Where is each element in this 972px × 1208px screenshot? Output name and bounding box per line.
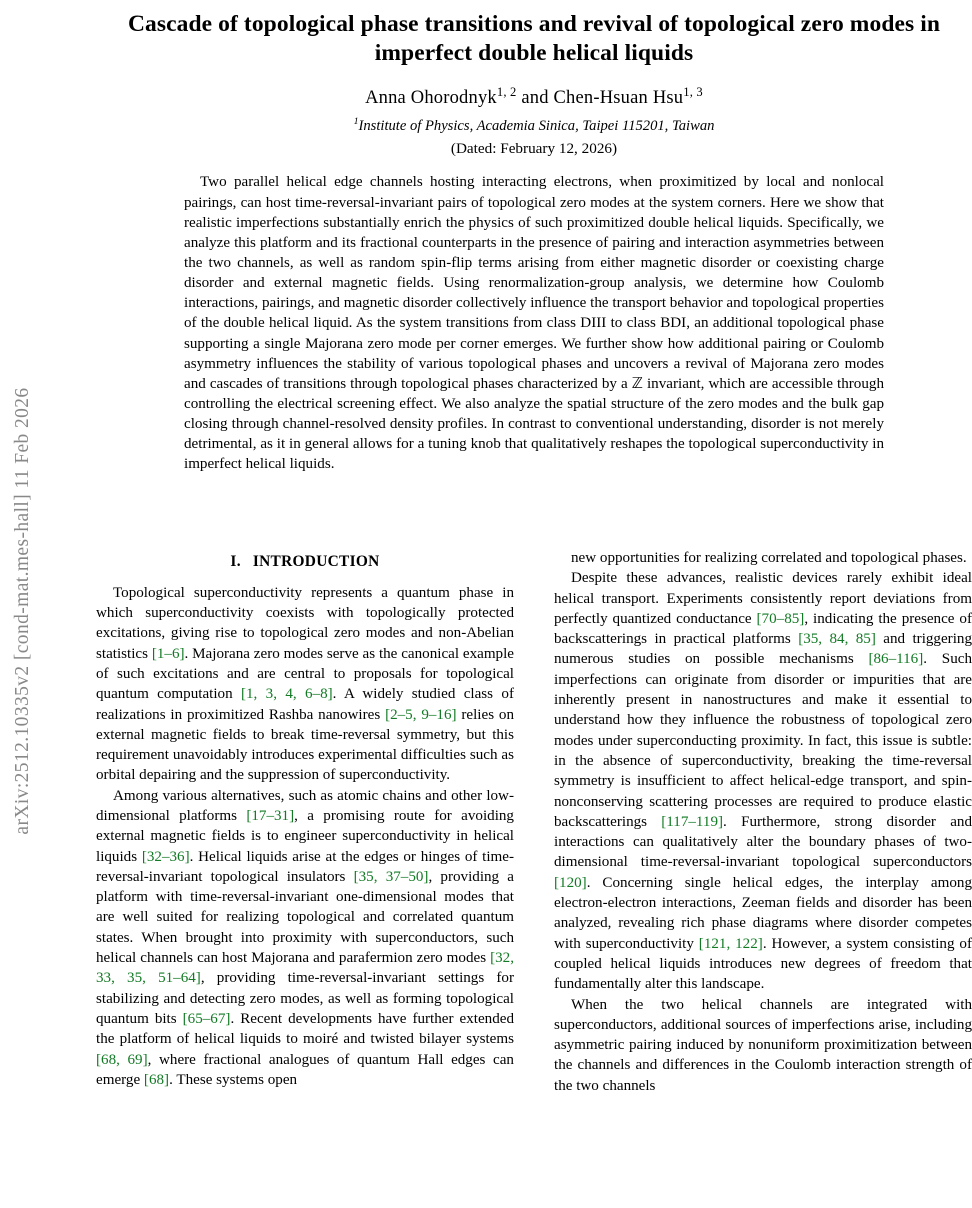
affiliation-block: $^1$Institute of Physics, Academia Sinica, Taipei 115201, Taiwan xyxy=(353,115,715,134)
section-heading-introduction xyxy=(96,552,514,573)
column-right xyxy=(554,548,972,1096)
paper-content xyxy=(96,0,972,475)
section-number: I. xyxy=(230,553,241,570)
author-list xyxy=(96,85,972,109)
paragraph: Despite these advances, realistic devices rarely exhibit ideal helical transport. Experiments consistently report deviations from perfectly quantized conductance [70–85], indicating the presence of backscatterings in practical platforms [35, 84, 85] and triggering numerous studies on possible mechanisms [86–116]. Such imperfections can originate from disorder or impurities that are inherently present in nanostructures and make it essential to understand how they influence the robustness of topological zero modes under superconducting proximity. In fact, this issue is subtle: in the absence of superconductivity, breaking the time-reversal symmetry is insufficient to affect helical-edge transport, and spin-nonconserving scattering processes are required to produce elastic backscatterings [117–119]. Furthermore, strong disorder and interactions can qualitatively alter the boundary phases of two-dimensional time-reversal-invariant topological superconductors [120]. Concerning single helical edges, the interplay among electron-electron interactions, Zeeman fields and disorder has been analyzed, revealing rich phase diagrams where disorder competes with superconductivity [121, 122]. However, a system consisting of coupled helical liquids introduces new degrees of freedom that fundamentally alter this landscape. xyxy=(554,570,972,993)
page-title: Cascade of topological phase transitions and revival of topological zero modes in imperfect double helical liquids xyxy=(127,11,941,67)
abstract-body: Two parallel helical edge channels hosting interacting electrons, when proximitized by local and nonlocal pairings, can host time-reversal-invariant pairs of topological zero modes at the system corners. Here we show that realistic imperfections substantially enrich the physics of such proximitized double helical liquids. Specifically, we analyze this platform and its fractional counterparts in the presence of pairing and interaction asymmetries between the two channels, as well as random spin-flip terms arising from either magnetic disorder or coexisting charge disorder and external magnetic fields. Using renormalization-group analysis, we determine how Coulomb interactions, pairings, and magnetic disorder collectively influence the transport behavior and topological properties of the double helical liquid. As the system transitions from class DIII to class BDI, an additional topological phase supporting a single Majorana zero mode per corner emerges. We further show how additional pairing or Coulomb asymmetry influences the stability of various topological phases and uncovers a revival of Majorana zero modes and cascades of transitions through topological phases characterized by a ℤ invariant, which are accessible through controlling the electrical screening effect. We also analyze the spatial structure of the zero modes and the bulk gap closing through channel-resolved density profiles. In contrast to conventional understanding, disorder is not merely detrimental, as it in general allows for a tuning knob that qualitatively reshapes the topological superconductivity in imperfect helical liquids. xyxy=(184,174,884,473)
abstract-text xyxy=(184,172,884,474)
date-line: (Dated: February 12, 2026) xyxy=(450,140,618,158)
column-left xyxy=(96,548,514,1090)
author-line: Anna Ohorodnyk$^{1, 2}$ and Chen-Hsuan Hsu$^{1, 3}$ xyxy=(365,84,703,108)
paragraph: new opportunities for realizing correlated and topological phases. xyxy=(571,550,967,566)
section-title: INTRODUCTION xyxy=(252,553,380,570)
paragraph: Topological superconductivity represents a quantum phase in which superconductivity coexists with topologically protected excitations, giving rise to topological zero modes and non-Abelian statistics [1–6]. Majorana zero modes serve as the canonical example of such excitations and are central to proposals for topological quantum computation [1, 3, 4, 6–8]. A widely studied class of realizations in proximitized Rashba nanowires [2–5, 9–16] relies on external magnetic fields to break time-reversal symmetry, but this requirement unavoidably introduces experimental difficulties such as orbital depairing and the suppression of superconductivity. xyxy=(96,584,514,784)
paragraph: When the two helical channels are integrated with superconductors, additional sources of imperfections arise, including asymmetric pairing induced by nonuniform proximitization between the channels and differences in the Coulomb interaction strength of the two channels xyxy=(554,996,972,1094)
paragraph: Among various alternatives, such as atomic chains and other low-dimensional platforms [17–31], a promising route for avoiding external magnetic fields is to engineer superconductivity in helical liquids [32–36]. Helical liquids arise at the edges or hinges of time-reversal-invariant topological insulators [35, 37–50], providing a platform with time-reversal-invariant one-dimensional modes that are well suited for realizing topological and correlated quantum states. When brought into proximity with superconductors, such helical channels can host Majorana and parafermion zero modes [32, 33, 35, 51–64], providing time-reversal-invariant settings for stabilizing and detecting zero modes, as well as forming topological quantum bits [65–67]. Recent developments have further extended the platform of helical liquids to moiré and twisted bilayer systems [68, 69], where fractional analogues of quantum Hall edges can emerge [68]. These systems open xyxy=(96,787,515,1088)
two-column-body xyxy=(96,548,972,1208)
arxiv-identifier-stamp: arXiv:2512.10335v2 [cond-mat.mes-hall] 11 Feb 2026 xyxy=(12,387,33,835)
